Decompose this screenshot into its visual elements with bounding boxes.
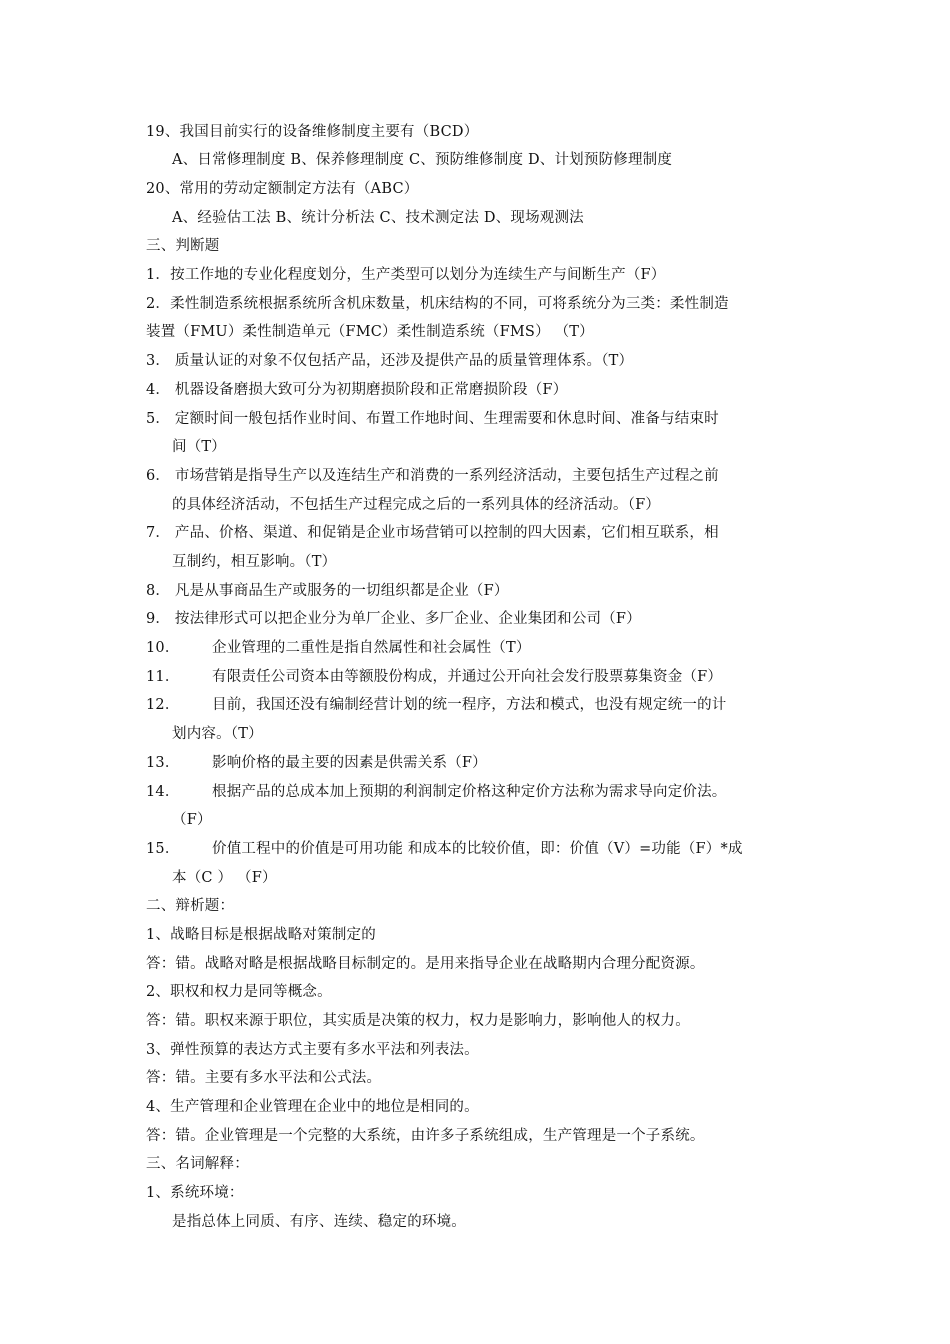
tf-item-5: 5． 定额时间一般包括作业时间、布置工作地时间、生理需要和休息时间、准备与结束时 — [146, 411, 719, 427]
tf-item-10-text: 企业管理的二重性是指自然属性和社会属性（T） — [212, 640, 531, 656]
tf-item-3: 3． 质量认证的对象不仅包括产品，还涉及提供产品的质量管理体系。（T） — [146, 353, 634, 369]
tf-item-15-number: 15． — [146, 841, 180, 857]
question-19-options: A、日常修理制度 B、保养修理制度 C、预防维修制度 D、计划预防修理制度 — [172, 152, 673, 168]
tf-item-9: 9． 按法律形式可以把企业分为单厂企业、多厂企业、企业集团和公司（F） — [146, 611, 641, 627]
analysis-answer-4: 答：错。企业管理是一个完整的大系统，由许多子系统组成，生产管理是一个子系统。 — [146, 1128, 705, 1144]
tf-item-14-cont: （F） — [172, 812, 212, 828]
question-20-options: A、经验估工法 B、统计分析法 C、技术测定法 D、现场观测法 — [172, 210, 584, 226]
tf-item-15-text: 价值工程中的价值是可用功能 和成本的比较价值，即：价值（V）=功能（F）*成 — [212, 841, 743, 857]
tf-item-11-text: 有限责任公司资本由等额股份构成，并通过公开向社会发行股票募集资金（F） — [212, 669, 723, 685]
tf-item-2: 2．柔性制造系统根据系统所含机床数量，机床结构的不同，可将系统分为三类：柔性制造 — [146, 296, 729, 312]
tf-item-4: 4． 机器设备磨损大致可分为初期磨损阶段和正常磨损阶段（F） — [146, 382, 568, 398]
tf-item-7-cont: 互制约，相互影响。（T） — [172, 554, 337, 570]
analysis-question-3: 3、弹性预算的表达方式主要有多水平法和列表法。 — [146, 1042, 479, 1058]
tf-item-13-text: 影响价格的最主要的因素是供需关系（F） — [212, 755, 487, 771]
tf-item-1: 1．按工作地的专业化程度划分，生产类型可以划分为连续生产与间断生产（F） — [146, 267, 666, 283]
term-1-definition: 是指总体上同质、有序、连续、稳定的环境。 — [172, 1214, 466, 1230]
term-1: 1、系统环境： — [146, 1185, 244, 1201]
tf-item-15 — [146, 835, 743, 863]
analysis-question-2: 2、职权和权力是同等概念。 — [146, 984, 332, 1000]
question-19: 19、我国目前实行的设备维修制度主要有（BCD） — [146, 124, 479, 140]
tf-item-10 — [146, 634, 531, 662]
tf-item-15-cont: 本（C ） （F） — [172, 870, 277, 886]
analysis-question-4: 4、生产管理和企业管理在企业中的地位是相同的。 — [146, 1099, 479, 1115]
tf-item-12-text: 目前，我国还没有编制经营计划的统一程序，方法和模式，也没有规定统一的计 — [212, 697, 727, 713]
tf-item-2-cont: 装置（FMU）柔性制造单元（FMC）柔性制造系统（FMS） （T） — [146, 324, 594, 340]
tf-item-12-number: 12． — [146, 697, 180, 713]
tf-item-7: 7． 产品、价格、渠道、和促销是企业市场营销可以控制的四大因素，它们相互联系，相 — [146, 525, 719, 541]
tf-item-13-number: 13． — [146, 755, 180, 771]
tf-item-10-number: 10． — [146, 640, 180, 656]
section-heading-terms: 三、名词解释： — [146, 1156, 249, 1172]
tf-item-6-cont: 的具体经济活动，不包括生产过程完成之后的一系列具体的经济活动。（F） — [172, 497, 661, 513]
tf-item-8: 8． 凡是从事商品生产或服务的一切组织都是企业（F） — [146, 583, 509, 599]
tf-item-11 — [146, 663, 722, 691]
tf-item-12 — [146, 691, 727, 719]
question-20: 20、常用的劳动定额制定方法有（ABC） — [146, 181, 419, 197]
analysis-answer-2: 答：错。职权来源于职位，其实质是决策的权力，权力是影响力，影响他人的权力。 — [146, 1013, 690, 1029]
section-heading-analysis: 二、辩析题： — [146, 898, 235, 914]
analysis-answer-1: 答：错。战略对略是根据战略目标制定的。是用来指导企业在战略期内合理分配资源。 — [146, 956, 705, 972]
tf-item-13 — [146, 749, 487, 777]
tf-item-14-text: 根据产品的总成本加上预期的利润制定价格这种定价方法称为需求导向定价法。 — [212, 784, 727, 800]
tf-item-12-cont: 划内容。（T） — [172, 726, 263, 742]
analysis-question-1: 1、战略目标是根据战略对策制定的 — [146, 927, 376, 943]
tf-item-14-number: 14． — [146, 784, 180, 800]
section-heading-true-false: 三、判断题 — [146, 238, 220, 254]
tf-item-14 — [146, 778, 727, 806]
tf-item-6: 6． 市场营销是指导生产以及连结生产和消费的一系列经济活动，主要包括生产过程之前 — [146, 468, 719, 484]
tf-item-11-number: 11． — [146, 669, 180, 685]
analysis-answer-3: 答：错。主要有多水平法和公式法。 — [146, 1070, 382, 1086]
tf-item-5-cont: 间（T） — [172, 439, 226, 455]
